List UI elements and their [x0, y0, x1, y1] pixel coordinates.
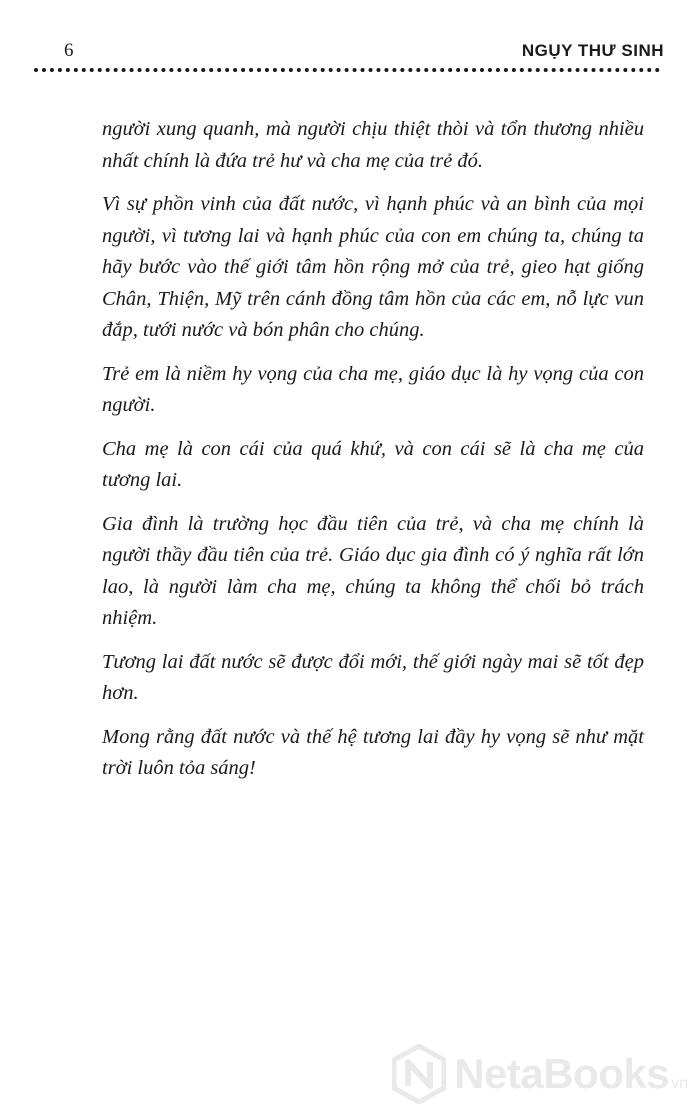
watermark-suffix: vn	[671, 1075, 688, 1092]
running-title: NGỤY THƯ SINH	[521, 41, 664, 60]
paragraph-1: người xung quanh, mà người chịu thiệt thòi và tổn thương nhiều nhất chính là đứa trẻ hư và cha mẹ của trẻ đó.	[102, 118, 644, 172]
paragraph-3: Trẻ em là niềm hy vọng của cha mẹ, giáo dục là hy vọng của con người.	[102, 362, 644, 416]
page-header	[36, 36, 664, 70]
paragraph-7: Mong rằng đất nước và thế hệ tương lai đầy hy vọng sẽ như mặt trời luôn tỏa sáng!	[102, 725, 644, 779]
paragraph-5: Gia đình là trường học đầu tiên của trẻ, và cha mẹ chính là người thầy đầu tiên của trẻ. Giáo dục gia đình có ý nghĩa rất lớn lao, là người làm cha mẹ, chúng ta không thể chối bỏ trách nhiệm.	[102, 512, 644, 629]
paragraph-4: Cha mẹ là con cái của quá khứ, và con cái sẽ là cha mẹ của tương lai.	[102, 437, 644, 491]
watermark	[392, 1042, 688, 1106]
page-number: 6	[64, 40, 74, 61]
body-text	[102, 114, 644, 797]
paragraph-6: Tương lai đất nước sẽ được đổi mới, thế giới ngày mai sẽ tốt đẹp hơn.	[102, 650, 644, 704]
netabooks-logo-icon	[392, 1044, 446, 1104]
paragraph-2: Vì sự phồn vinh của đất nước, vì hạnh phúc và an bình của mọi người, vì tương lai và hạnh phúc của con em chúng ta, chúng ta hãy bước vào thế giới tâm hồn rộng mở của trẻ, gieo hạt giống Chân, Thiện, Mỹ trên cánh đồng tâm hồn của các em, nỗ lực vun đắp, tưới nước và bón phân cho chúng.	[102, 193, 644, 341]
watermark-brand: NetaBooks	[454, 1050, 670, 1097]
header-divider	[34, 68, 660, 72]
